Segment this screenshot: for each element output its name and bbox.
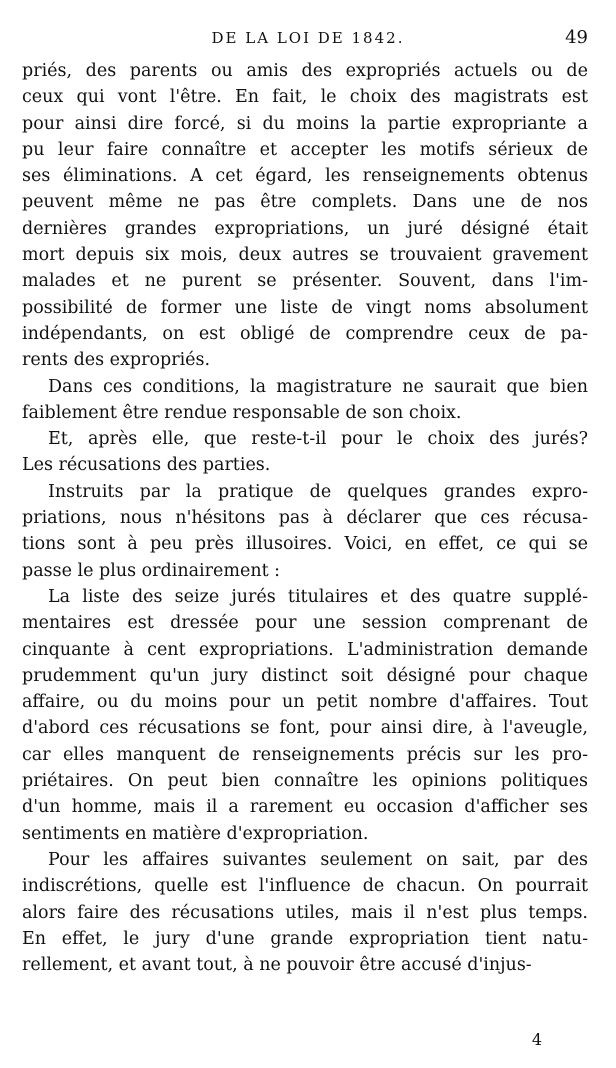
paragraph (22, 374, 588, 427)
paragraph (22, 58, 588, 374)
text-line: Dans ces conditions, la magistrature ne saurait que bien (48, 376, 588, 397)
text-line: pour ainsi dire forcé, si du moins la partie expropriante a (22, 113, 588, 134)
text-line: mort depuis six mois, deux autres se trouvaient gravement (22, 245, 588, 266)
text-line: En effet, le jury d'une grande expropriation tient natu- (22, 928, 588, 949)
text-line: cinquante à cent expropriations. L'administration demande (22, 639, 588, 660)
body-text (22, 58, 588, 978)
text-line: rellement, et avant tout, à ne pouvoir être accusé d'injus- (22, 955, 532, 976)
text-line: d'un homme, mais il a rarement eu occasion d'afficher ses (22, 797, 588, 818)
text-line: car elles manquent de renseignements précis sur les pro- (22, 744, 588, 765)
text-line: Et, après elle, que reste-t-il pour le choix des jurés? (48, 429, 588, 450)
paragraph (22, 847, 588, 978)
text-line: ses éliminations. A cet égard, les renseignements obtenus (22, 166, 588, 187)
text-line: pu leur faire connaître et accepter les motifs sérieux de (22, 139, 588, 160)
text-line: possibilité de former une liste de vingt noms absolument (22, 297, 588, 318)
text-line: sentiments en matière d'expropriation. (22, 823, 369, 844)
text-line: mentaires est dressée pour une session comprenant de (22, 613, 588, 634)
text-line: Les récusations des parties. (22, 455, 271, 476)
text-line: malades et ne purent se présenter. Souvent, dans l'im- (22, 271, 588, 292)
text-line: faiblement être rendue responsable de son choix. (22, 402, 462, 423)
text-line: alors faire des récusations utiles, mais il n'est plus temps. (22, 902, 588, 923)
text-line: peuvent même ne pas être complets. Dans une de nos (22, 192, 588, 213)
text-line: prudemment qu'un jury distinct soit désigné pour chaque (22, 665, 588, 686)
text-line: rents des expropriés. (22, 350, 211, 371)
running-title: DE LA LOI DE 1842. (211, 29, 405, 47)
paragraph (22, 479, 588, 584)
signature-mark: 4 (531, 1030, 542, 1049)
text-line: La liste des seize jurés titulaires et des quatre supplé- (48, 586, 588, 607)
page-number: 49 (565, 27, 588, 48)
text-line: tions sont à peu près illusoires. Voici, en effet, ce qui se (22, 534, 588, 555)
text-line: Instruits par la pratique de quelques grandes expro- (48, 481, 588, 502)
text-line: affaire, ou du moins pour un petit nombre d'affaires. Tout (22, 692, 588, 713)
text-line: indépendants, on est obligé de comprendre ceux de pa- (22, 323, 588, 344)
text-line: priations, nous n'hésitons pas à déclarer que ces récusa- (22, 508, 588, 529)
text-line: passe le plus ordinairement : (22, 560, 281, 581)
running-head (0, 26, 616, 50)
text-line: indiscrétions, quelle est l'influence de chacun. On pourrait (22, 876, 588, 897)
text-line: priés, des parents ou amis des expropriés actuels ou de (22, 61, 588, 81)
text-line: priétaires. On peut bien connaître les opinions politiques (22, 771, 588, 792)
paragraph (22, 584, 588, 847)
text-line: d'abord ces récusations se font, pour ainsi dire, à l'aveugle, (22, 718, 588, 739)
paragraph (22, 426, 588, 479)
text-line: Pour les affaires suivantes seulement on sait, par des (48, 849, 588, 870)
text-line: dernières grandes expropriations, un juré désigné était (22, 218, 588, 239)
text-line: ceux qui vont l'être. En fait, le choix des magistrats est (22, 87, 588, 108)
